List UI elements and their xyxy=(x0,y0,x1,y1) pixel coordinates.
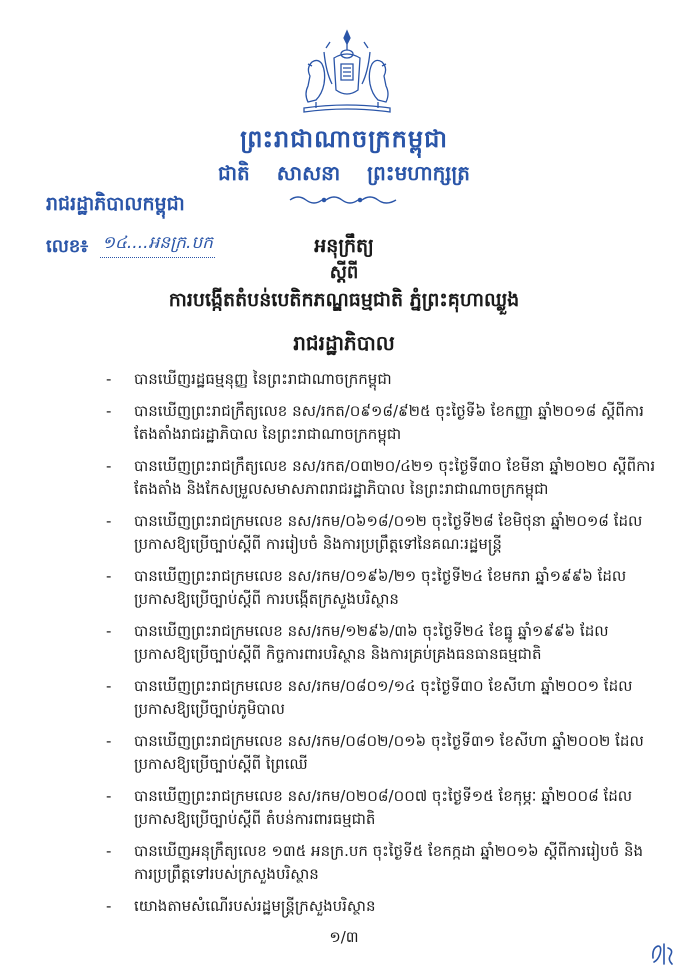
dash-bullet-icon: - xyxy=(106,567,112,585)
list-item xyxy=(0,455,688,501)
dash-bullet-icon: - xyxy=(106,677,112,695)
list-item xyxy=(0,785,688,831)
kingdom-title: ព្រះរាជាណាចក្រកម្ពុជា xyxy=(240,125,448,153)
list-item xyxy=(0,675,688,721)
clause-text: បានឃើញព្រះរាជក្រមលេខ នស/រកម/០៨០២/០១៦ ចុះថ្ងៃទី៣១ ខែសីហា ឆ្នាំ២០០២ ដែលប្រកាសឱ្យប្រើច្បាប់ស្តីពី ព្រៃឈើ xyxy=(134,732,644,773)
document-subject: ការបង្កើតតំបន់បេតិកភណ្ឌធម្មជាតិ ភ្នំព្រះគុហាឈ្លួង xyxy=(168,289,520,311)
preamble-clause-list xyxy=(0,368,688,927)
dash-bullet-icon: - xyxy=(106,370,112,388)
clause-text: បានឃើញព្រះរាជក្រឹត្យលេខ នស/រកត/០៩១៨/៩២៥ ចុះថ្ងៃទី៦ ខែកញ្ញា ឆ្នាំ២០១៨ ស្តីពីការតែងតាំងរាជរដ្ឋាភិបាល នៃព្រះរាជាណាចក្រកម្ពុជា xyxy=(134,402,644,443)
list-item xyxy=(0,840,688,886)
clause-text: បានឃើញអនុក្រឹត្យលេខ ១៣៥ អនក្រ.បក ចុះថ្ងៃទី៥ ខែកក្កដា ឆ្នាំ២០១៦ ស្តីពីការរៀបចំ និងការប្រព្រឹត្តទៅរបស់ក្រសួងបរិស្ថាន xyxy=(134,842,644,883)
list-item xyxy=(0,620,688,666)
clause-text: បានឃើញព្រះរាជក្រមលេខ នស/រកម/០៦១៨/០១២ ចុះថ្ងៃទី២៨ ខែមិថុនា ឆ្នាំ២០១៨ ដែលប្រកាសឱ្យប្រើច្បាប់ស្តីពី ការរៀបចំ និងការប្រព្រឹត្តទៅនៃគណៈរដ្ឋមន្ត្រី xyxy=(134,512,643,553)
dash-bullet-icon: - xyxy=(106,732,112,750)
national-motto xyxy=(0,160,688,190)
document-about: ស្តីពី xyxy=(329,262,359,283)
issuing-body: រាជរដ្ឋាភិបាលកម្ពុជា xyxy=(46,193,185,215)
motto-nation: ជាតិ xyxy=(217,161,250,185)
dash-bullet-icon: - xyxy=(106,622,112,640)
dash-bullet-icon: - xyxy=(106,512,112,530)
document-number-label: លេខ៖ xyxy=(46,236,89,257)
clause-text: បានឃើញរដ្ឋធម្មនុញ្ញ នៃព្រះរាជាណាចក្រកម្ពុជា xyxy=(134,370,392,388)
document-issuer: រាជរដ្ឋាភិបាល xyxy=(293,331,395,355)
initials-signature-icon xyxy=(648,936,678,968)
document-number-value: ១៤....អនក្រ.បក xyxy=(100,232,215,258)
list-item xyxy=(0,895,688,918)
ornament-divider-icon xyxy=(284,192,404,208)
motto-religion: សាសនា xyxy=(276,161,341,185)
dash-bullet-icon: - xyxy=(106,787,112,805)
list-item xyxy=(0,565,688,611)
motto-king: ព្រះមហាក្សត្រ xyxy=(367,161,470,185)
document-type: អនុក្រឹត្យ xyxy=(314,235,374,257)
dash-bullet-icon: - xyxy=(106,457,112,475)
list-item xyxy=(0,730,688,776)
clause-text: បានឃើញព្រះរាជក្រមលេខ នស/រកម/០២០៨/០០៧ ចុះថ្ងៃទី១៥ ខែកុម្ភៈ ឆ្នាំ២០០៨ ដែលប្រកាសឱ្យប្រើច្បាប់ស្តីពី តំបន់ការពារធម្មជាតិ xyxy=(134,787,633,828)
clause-text: បានឃើញព្រះរាជក្រមលេខ នស/រកម/០៨០១/១៤ ចុះថ្ងៃទី៣០ ខែសីហា ឆ្នាំ២០០១ ដែលប្រកាសឱ្យប្រើច្បាប់ភូមិបាល xyxy=(134,677,633,718)
dash-bullet-icon: - xyxy=(106,842,112,860)
clause-text: បានឃើញព្រះរាជក្រមលេខ នស/រកម/០១៩៦/២១ ចុះថ្ងៃទី២៤ ខែមករា ឆ្នាំ១៩៩៦ ដែលប្រកាសឱ្យប្រើច្បាប់ស្តីពី ការបង្កើតក្រសួងបរិស្ថាន xyxy=(134,567,627,608)
clause-text: បានឃើញព្រះរាជក្រឹត្យលេខ នស/រកត/០៣២០/៤២១ ចុះថ្ងៃទី៣០ ខែមីនា ឆ្នាំ២០២០ ស្តីពីការតែងតាំង និងកែសម្រួលសមាសភាពរាជរដ្ឋាភិបាល នៃព្រះរាជាណាចក្រកម្ពុជា xyxy=(134,457,656,498)
dash-bullet-icon: - xyxy=(106,402,112,420)
clause-text: យោងតាមសំណើរបស់រដ្ឋមន្ត្រីក្រសួងបរិស្ថាន xyxy=(134,897,376,915)
dash-bullet-icon: - xyxy=(106,897,112,915)
list-item xyxy=(0,400,688,446)
page-number: ១/៣ xyxy=(329,928,359,946)
list-item xyxy=(0,368,688,391)
royal-emblem-icon xyxy=(296,28,398,120)
list-item xyxy=(0,510,688,556)
clause-text: បានឃើញព្រះរាជក្រមលេខ នស/រកម/១២៩៦/៣៦ ចុះថ្ងៃទី២៤ ខែធ្នូ ឆ្នាំ១៩៩៦ ដែលប្រកាសឱ្យប្រើច្បាប់ស្តីពី កិច្ចការពារបរិស្ថាន និងការគ្រប់គ្រងធនធានធម្មជាតិ xyxy=(134,622,609,663)
